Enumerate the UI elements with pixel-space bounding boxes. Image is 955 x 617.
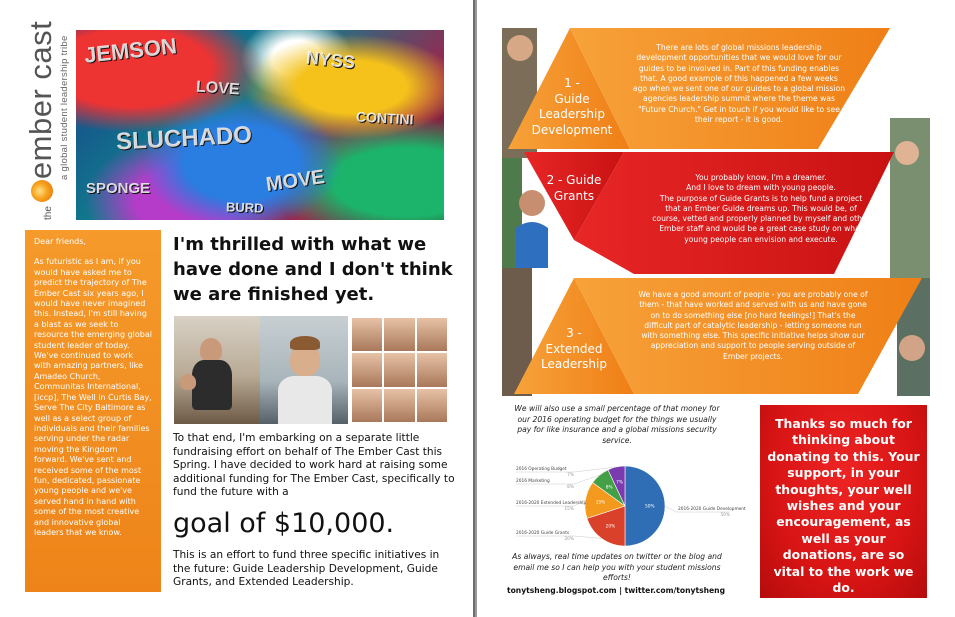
graffiti-word: LOVE — [195, 78, 241, 99]
pie-slice-label: 2016 Operating Budget — [516, 467, 567, 472]
pie-slice-label: 2016-2020 Guide Development — [678, 507, 746, 512]
left-page — [0, 0, 475, 617]
letter-box — [25, 230, 161, 592]
pie-slice-value-label: 50% — [720, 513, 730, 518]
pie-slice-percent: 15% — [595, 500, 606, 506]
goal-amount: goal of $10,000. — [173, 508, 395, 539]
initiatives-graphic — [502, 28, 930, 396]
photo-grid-faces — [350, 316, 449, 424]
graffiti-word: NYSS — [305, 47, 356, 73]
contact-links: tonytsheng.blogspot.com | twitter.com/tonytsheng — [506, 586, 726, 595]
initiative-1-label: 1 - Guide Leadership Development — [531, 76, 613, 137]
graffiti-photo — [76, 30, 444, 220]
pie-slice-value-label: 20% — [564, 537, 574, 542]
pie-slice-percent: 50% — [645, 504, 655, 510]
pie-slice-value-label: 7% — [567, 473, 574, 478]
graffiti-word: MOVE — [264, 166, 327, 196]
letter-greeting: Dear friends, — [34, 237, 86, 246]
pie-outro-text: As always, real time updates on twitter or the blog and email me so I can help you with your student missions efforts! — [512, 552, 722, 582]
pie-slice-value-label: 8% — [567, 485, 574, 490]
thanks-box: Thanks so much for thinking about donating to this. Your support, in your thoughts, your well wishes and your encouragement, as well as your donations, are so vital to the work we do. — [760, 405, 927, 598]
pie-leader-line — [516, 536, 601, 538]
letter-body: As futuristic as I am, if you would have asked me to predict the trajectory of The Ember Cast six years ago, I would have never imagined this. Instead, I'm still having a blast as we seek to resource the emerging global student leader of today. We've continued to work with amazing partners, like Amadeo Church, Communitas International, [iccp], The Well in Curtis Bay, Serve The City Baltimore as well as a select group of individuals and their families serving under the radar moving the Kingdom forward. We've sent and received some of the most fun, dedicated, passionate young people and we've served hand in hand with some of the most creative and innovative global leaders that we know. — [34, 257, 152, 537]
right-page — [477, 0, 955, 617]
photo-collage — [174, 316, 449, 424]
body-paragraph-2: This is an effort to fund three specific initiatives in the future: Guide Leadership Development, Guide Grants, and Extended Leadership. — [173, 549, 440, 589]
graffiti-word: SPONGE — [86, 180, 151, 197]
brand-name — [23, 21, 59, 202]
budget-pie-chart — [502, 462, 746, 548]
pie-slice-label: 2016-2020 Guide Grants — [516, 531, 570, 536]
graffiti-word: SLUCHADO — [115, 121, 253, 156]
pie-slice-label: 2016-2020 Extended Leadership — [516, 501, 587, 506]
ember-logo-icon — [31, 180, 53, 202]
initiative-3-text: We have a good amount of people - you are probably one of them - that have worked and served with us and have gone on to do something else [no hard feelings!] That's the difficult part of catalytic leadership - letting someone run with something else. This specific initiative helps show our appreciation and support to people serving outside of Ember projects. — [638, 290, 868, 361]
pie-slice-percent: 20% — [605, 524, 616, 530]
graffiti-word: JEMSON — [82, 33, 178, 68]
pie-slice-value-label: 15% — [564, 507, 574, 512]
initiative-1-text: There are lots of global missions leadership development opportunities that we would love for our guides to be involved in. Part of this funding enables that. A good example of this happened a few weeks ago when we sent one of our guides to a global mission agencies leadership summit where the theme was "Future Church." Get in touch if you would like to see their report - it is good. — [632, 43, 846, 125]
initiative-2-label: 2 - Guide Grants — [546, 173, 602, 203]
graffiti-word: CONTINI — [355, 108, 414, 128]
initiative-3-label: 3 - Extended Leadership — [541, 326, 607, 371]
pie-slice-percent: 8% — [605, 485, 613, 491]
photo-jumping-student — [174, 316, 260, 424]
pie-slice-label: 2016 Marketing — [516, 479, 550, 484]
pie-intro-text: We will also use a small percentage of that money for our 2016 operating budget for the things we usually pay for like insurance and a global missions security service. — [514, 404, 720, 445]
brand-the: the — [42, 206, 54, 220]
brand-tagline: a global student leadership tribe — [58, 35, 70, 180]
initiative-2-text: You probably know, I'm a dreamer. And I love to dream with young people. The purpose of Guide Grants is to help fund a project that an Ember Guide dreams up. This would be, of course, vetted and properly planned by myself and other Ember staff and would be a great case study on what young people can envision and execute. — [652, 173, 870, 244]
headline: I'm thrilled with what we have done and I don't think we are finished yet. — [173, 234, 453, 305]
graffiti-word: BURD — [225, 199, 264, 216]
brand-name-text: ember cast — [22, 20, 58, 180]
photo-student-portrait — [260, 316, 348, 424]
pie-slice-percent: 7% — [616, 480, 624, 486]
budget-section — [502, 404, 746, 604]
body-paragraph-1: To that end, I'm embarking on a separate little fundraising effort on behalf of The Ember Cast this Spring. I have decided to work hard at raising some additional funding for The Ember Cast, specifically to fund the future with a — [173, 432, 455, 499]
brand-logo — [22, 20, 70, 220]
